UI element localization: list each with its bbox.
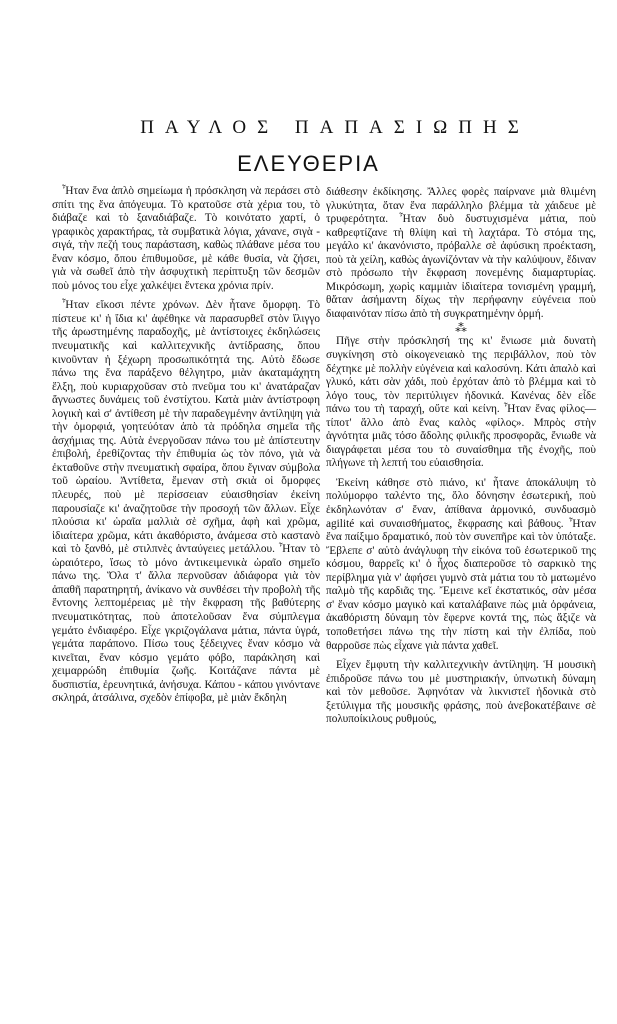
story-title: ΕΛΕΥΘΕΡΙΑ [237,151,380,176]
left-column [52,185,320,706]
paragraph: διάθεσην ἐκδίκησης. Ἄλλες φορὲς παίρνανε μιὰ θλιμένη γλυκύτητα, ὅταν ἕνα παράλληλο βλέμμα τὰ χάιδευε μὲ τρυφερότητα. Ἦταν δυὸ δυστυχισμένα μάτια, ποὺ καθρεφτίζανε τὴ θλίψη καὶ τὴ λαχτάρα. Τὸ στόμα της, μεγάλο κι' ἀκανόνιστο, πρόβαλλε σὲ ἀφύσικη προέκταση, ποὺ τὰ χείλη, καθὼς ἀγωνίζόνταν νὰ τὴν καλύψουν, ἔδιναν στὸ πρόσωπο τὴν ἔκφραση πονεμένης διαμαρτυρίας. Μικρόσωμη, χωρὶς καμμιὰν ἰδιαίτερα τονισμένη γραμμή, θἄταν ἀσήμαντη δίχως τὴν περήφανην εὐγένεια ποὺ διαφαινόταν πίσω ἀπὸ τὴ συγκρατημένην ὁρμή. [326,186,596,320]
author-name: ΠΑΥΛΟΣ ΠΑΠΑΣΙΩΠΗΣ [140,117,530,138]
paragraph: Ἦταν εἴκοσι πέντε χρόνων. Δὲν ἦτανε ὄμορφη. Τὸ πίστευε κι' ἡ ἴδια κι' ἀφέθηκε νὰ παρασυρθεῖ στὸν ἴλιγγο τῆς ἀρωστημένης παραδοχῆς, μὲ ἀντίστοιχες ἐκδηλώσεις πνευματικῆς καὶ καλλιτεχνικῆς ἀντίδρασης, ὅπου κινοῦνταν ἡ ξέχωρη προσωπικότητά της. Αὐτὸ ἔδωσε πάνω της ἕνα παράξενο θέλγητρο, μιὰν ἀκαταμάχητη ἕλξη, ποὺ κυριαρχοῦσαν στὸ πνεῦμα του κι' ἀνατάραζαν ἄγνωστες δυνάμεις τοῦ ἐνστίχτου. Κατὰ μιὰν ἀντίστροφη λογικὴ καὶ σ' ἀντίθεση μὲ τὴν παραδεγμένην ἀντίληψη γιὰ τὴν ὀμορφιά, γοητεύόταν ἀπὸ τὰ πρόδηλα σημεῖα τῆς ἀσχήμιας της. Αὐτὰ ἐνεργοῦσαν πάνω του μὲ ἀπίστευτην ἐπιβολή, ἐρεθίζοντας τὴν ἐπιθυμία ὡς τὸν πόνο, γιὰ νὰ ἐκταθοῦνε στὴν πνευματικὴ σφαίρα, ὅπου ἔγιναν σύμβολα τοῦ ὡραίου. Ἀντίθετα, ἔμεναν στὴ σκιὰ οἱ ὄμορφες πλευρές, ποὺ μὲ περίσσειαν εὐαισθησίαν ἐκείνη παρουσίαζε κι' ἀναζητοῦσε τὴν προσοχή τῶν ἄλλων. Εἶχε πλούσια κι' ὡραῖα μαλλιὰ σὲ σχῆμα, ἁφὴ καὶ χρῶμα, ἰδιαίτερα χρῶμα, κάτι ἀκαθόριστο, ἀνάμεσα στὸ καστανὸ καὶ τὸ ξανθό, μὲ στιλπνὲς ἀνταύγειες μετάλλου. Ἦταν τὸ ὡραιότερο, ἴσως τὸ μόνο ἀντικειμενικὰ ὡραῖο σημεῖο πάνω της. Ὅλα τ' ἄλλα περνοῦσαν ἀδιάφορα γιὰ τὸν ἀπαθῆ παρατηρητή, ἀνίκανο νὰ συνθέσει τὴν προβολὴ τῆς ἔντονης λεπτομέρειας μὲ τὴν ἔκφραση τῆς βαθύτερης πνευματικότητας, ποὺ ἀποτελοῦσαν ἕνα σύμπλεγμα γεμάτο ἐνδιαφέρο. Εἶχε γκριζογάλανα μάτια, πάντα ὑγρά, γεμάτα παράπονο. Πίσω τους ξέδειχνες ἕναν κόσμο νὰ κινεῖται, ἕναν κόσμο γεμάτο φόβο, παράκληση καὶ χειμαρρώδη ἐπιθυμία ζωῆς. Κοιτάζανε πάντα μὲ δυσπιστία, ἐρευνητικά, ἀνήσυχα. Κάπου - κάπου γινόντανε σκληρά, ἀτσάλινα, σχεδὸν ἐπίφοβα, μὲ μιὰν ἔκδηλη [52,299,320,705]
right-column [326,186,596,727]
section-separator: ⁂ [455,321,467,336]
paragraph: Ἦταν ἕνα ἁπλὸ σημείωμα ἡ πρόσκληση νὰ περάσει στὸ σπίτι της ἕνα ἀπόγευμα. Τὸ κρατοῦσε στὰ χέρια του, τὸ διάβαζε καὶ τὸ ξαναδιάβαζε. Τὸ κοινότατο χαρτί, ὁ γραφικὸς χαρακτήρας, τὰ συμβατικὰ λόγια, χάνανε, σιγὰ - σιγά, τὴν πεζή τους παράσταση, καθὼς πλάθανε μέσα του ἕναν κόσμο, ὅπου ἐπιθυμοῦσε, μὲ κάθε θυσία, νὰ ζήσει, γιὰ νὰ σωθεῖ ἀπὸ τὴν ἀσφυχτικὴ περίπτυξη τῶν δεσμῶν ποὺ μόνος του εἶχε χαλκέψει ἔντεκα χρόνια πρίν. [52,185,320,292]
paragraph: Πῆγε στὴν πρόσκλησή της κι' ἔνιωσε μιὰ δυνατὴ συγκίνηση στὸ οἰκογενειακὸ της περιβάλλον, ποὺ τὸν δέχτηκε μὲ πολλὴν εὐγένεια καὶ καλοσύνη. Κάτι ἁπαλὸ καὶ γλυκό, κάτι σὰν χάδι, ποὺ ἐρχόταν ἀπὸ τὸ βλέμμα καὶ τὸ λόγο τους, τὸν περιτύλιγεν ἡδονικά. Κανένας δὲν εἶδε πάνω του τὴ ταραχή, οὔτε καὶ κείνη. Ἦταν ἕνας φίλος—τίποτ' ἄλλο ἀπὸ ἕνας καλὸς «φίλος». Μπρὸς στὴν ἁγνότητα μιᾶς τόσο ἄδολης φιλικῆς προσφορᾶς, ἔνιωθε νὰ διαγράφεται μέσα του τὸ συναίσθημα τῆς ἐνοχῆς, ποὺ πλήγωνε τὴ λεπτή του εὐαισθησία. [326,335,596,470]
paragraph: Ἐκείνη κάθησε στὸ πιάνο, κι' ἦτανε ἀποκάλυψη τὸ πολύμορφο ταλέντο της, ὅλο δόνησην ἐσωτερική, ποὺ ἐκδηλωνόταν σ' ἕναν, ἀπίθανα ἁρμονικό, συνδυασμὸ agilité καὶ συναισθήματος, ἔκφρασης καὶ βάθους. Ἦταν ἕνα παίξιμο δραματικό, ποὺ τὸν συνεπῆρε καὶ τὸν ὑπόταξε. Ἔβλεπε σ' αὐτὸ ἀνάγλυφη τὴν εἰκόνα τοῦ ἐσωτερικοῦ της κόσμου, θαρρεῖς κι' ὁ ἦχος διαπεροῦσε τὸ σαρκικὸ της περίβλημα γιὰ ν' ἀφήσει γυμνὸ στὰ μάτια του τὸ ματωμένο παλμὸ τῆς καρδιᾶς της. Ἔμεινε κεῖ ἐκστατικός, σὰν μέσα σ' ἕναν κόσμο μαγικὸ καὶ καταλάβαινε πὼς μιὰ ὀρφάνεια, ἀκαθόριστη δύναμη τὸν ἔφερνε κοντά της, πὼς ἄξιζε νὰ τοποθετήσει πάνω της τὴν πίστη καὶ τὴν ἐλπίδα, ποὺ θαρροῦσε πὼς εἶχανε γιὰ πάντα χαθεῖ. [326,476,596,652]
paragraph: Εἶχεν ἔμφυτη τὴν καλλιτεχνικὴν ἀντίληψη. Ἡ μουσικὴ ἐπιδροῦσε πάνω του μὲ μυστηριακήν, ὑπνωτικὴ δύναμη καὶ τὸν μεθοῦσε. Ἀφηνόταν νὰ λικνιστεῖ ἡδονικὰ στὸ ξετύλιγμα τῆς μουσικῆς φράσης, ποὺ ἀνεβοκατέβαινε σὲ πολυποίκιλους ρυθμούς, [326,659,596,726]
